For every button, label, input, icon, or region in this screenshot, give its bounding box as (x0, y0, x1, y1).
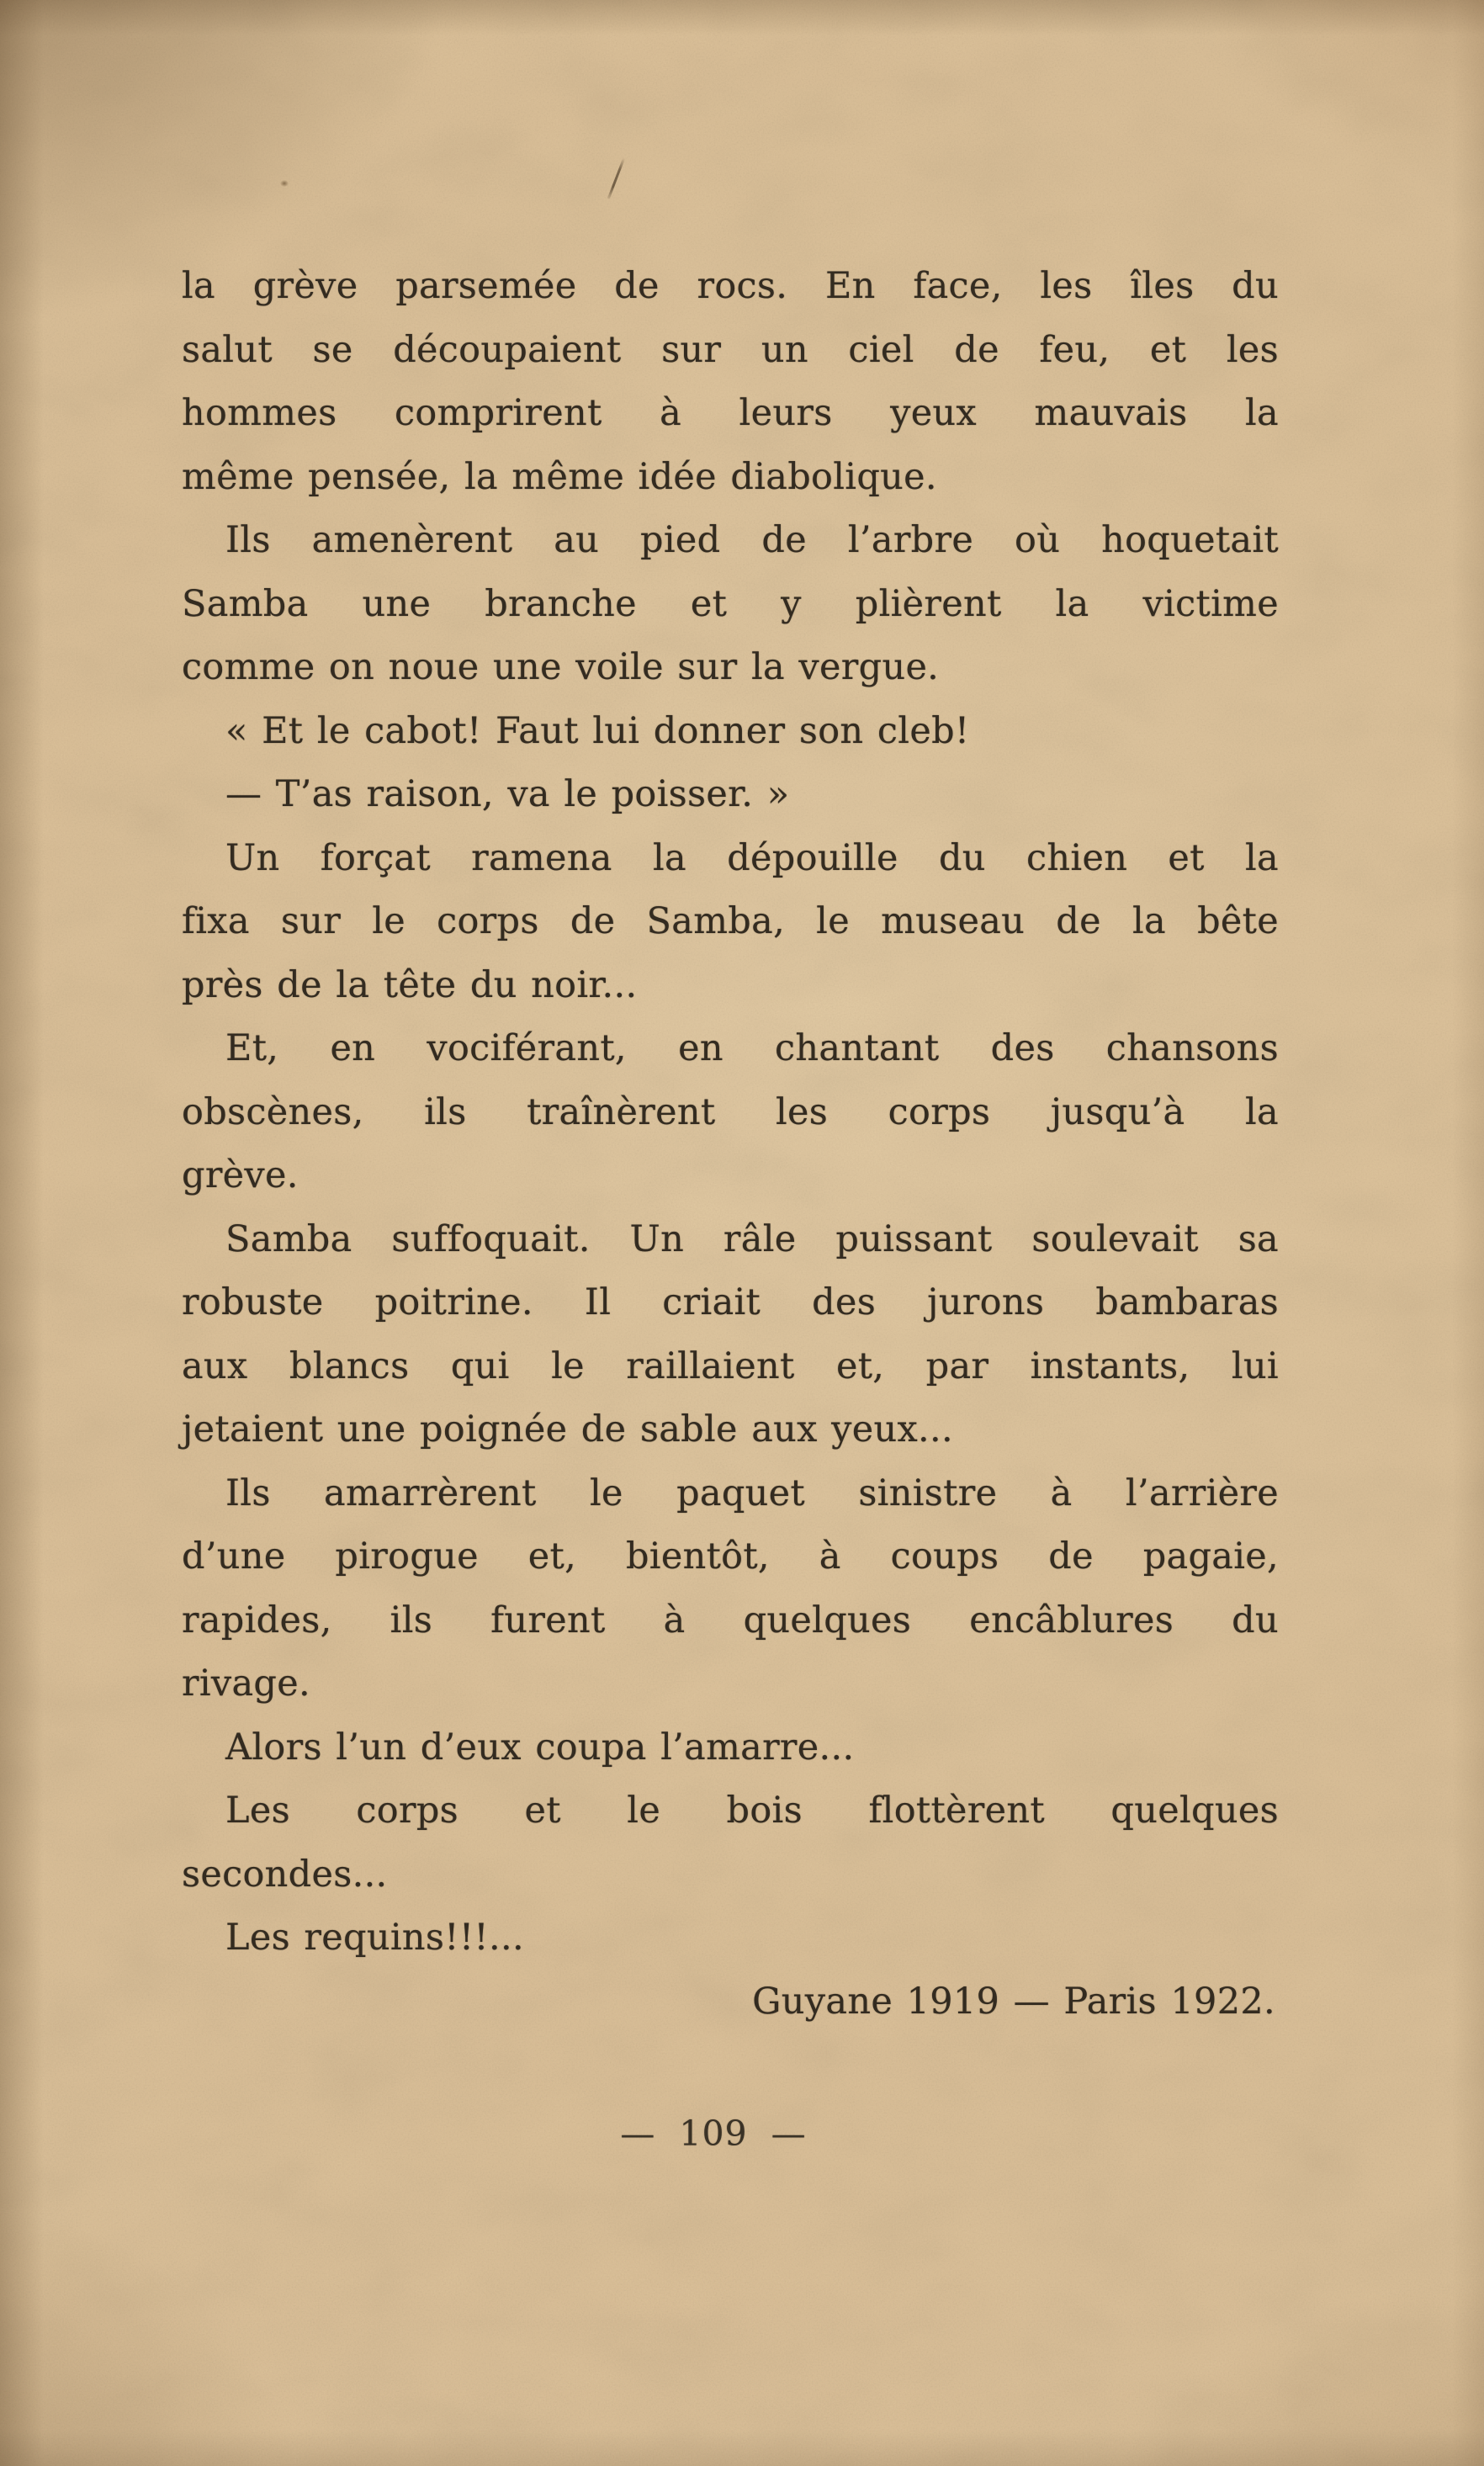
text-line: la grève parsemée de rocs. En face, les îles du (182, 265, 1279, 307)
text-line: Ils amenèrent au pied de l’arbre où hoquetait (225, 519, 1279, 561)
text-line: obscènes, ils traînèrent les corps jusqu’à la (182, 1090, 1279, 1133)
text-line: secondes... (182, 1853, 388, 1896)
text-line: Les requins!!!... (225, 1917, 524, 1959)
text-block (182, 255, 1279, 2034)
page-number: — 109 — (620, 2113, 807, 2154)
text-line: Les corps et le bois flottèrent quelques (225, 1790, 1279, 1832)
text-line: même pensée, la même idée diabolique. (182, 455, 937, 498)
dateline: Guyane 1919 — Paris 1922. (752, 1980, 1275, 2023)
text-line: d’une pirogue et, bientôt, à coups de pagaie, (182, 1535, 1279, 1578)
text-line: — T’as raison, va le poisser. » (225, 773, 790, 815)
text-line: salut se découpaient sur un ciel de feu, et les (182, 328, 1279, 371)
text-line: près de la tête du noir... (182, 963, 638, 1006)
text-line: comme on noue une voile sur la vergue. (182, 646, 940, 688)
text-line: jetaient une poignée de sable aux yeux... (182, 1408, 953, 1450)
handwritten-slash-mark (607, 157, 625, 199)
text-line: fixa sur le corps de Samba, le museau de la bête (182, 900, 1279, 942)
text-line: Samba suffoquait. Un râle puissant soulevait sa (225, 1217, 1279, 1260)
text-line: grève. (182, 1154, 299, 1196)
text-line: Et, en vociférant, en chantant des chansons (225, 1027, 1279, 1069)
text-line: aux blancs qui le raillaient et, par instants, lui (182, 1344, 1279, 1387)
text-line: hommes comprirent à leurs yeux mauvais la (182, 392, 1279, 434)
text-line: Alors l’un d’eux coupa l’amarre... (225, 1726, 855, 1769)
ink-speck (280, 180, 289, 187)
text-line: « Et le cabot! Faut lui donner son cleb! (225, 709, 970, 752)
text-line: Samba une branche et y plièrent la victime (182, 582, 1279, 625)
text-line: Ils amarrèrent le paquet sinistre à l’arrière (225, 1472, 1279, 1514)
text-line: Un forçat ramena la dépouille du chien et la (225, 836, 1279, 879)
text-line: rapides, ils furent à quelques encâblures du (182, 1599, 1279, 1641)
text-line: robuste poitrine. Il criait des jurons bambaras (182, 1281, 1279, 1323)
text-line: rivage. (182, 1663, 310, 1705)
